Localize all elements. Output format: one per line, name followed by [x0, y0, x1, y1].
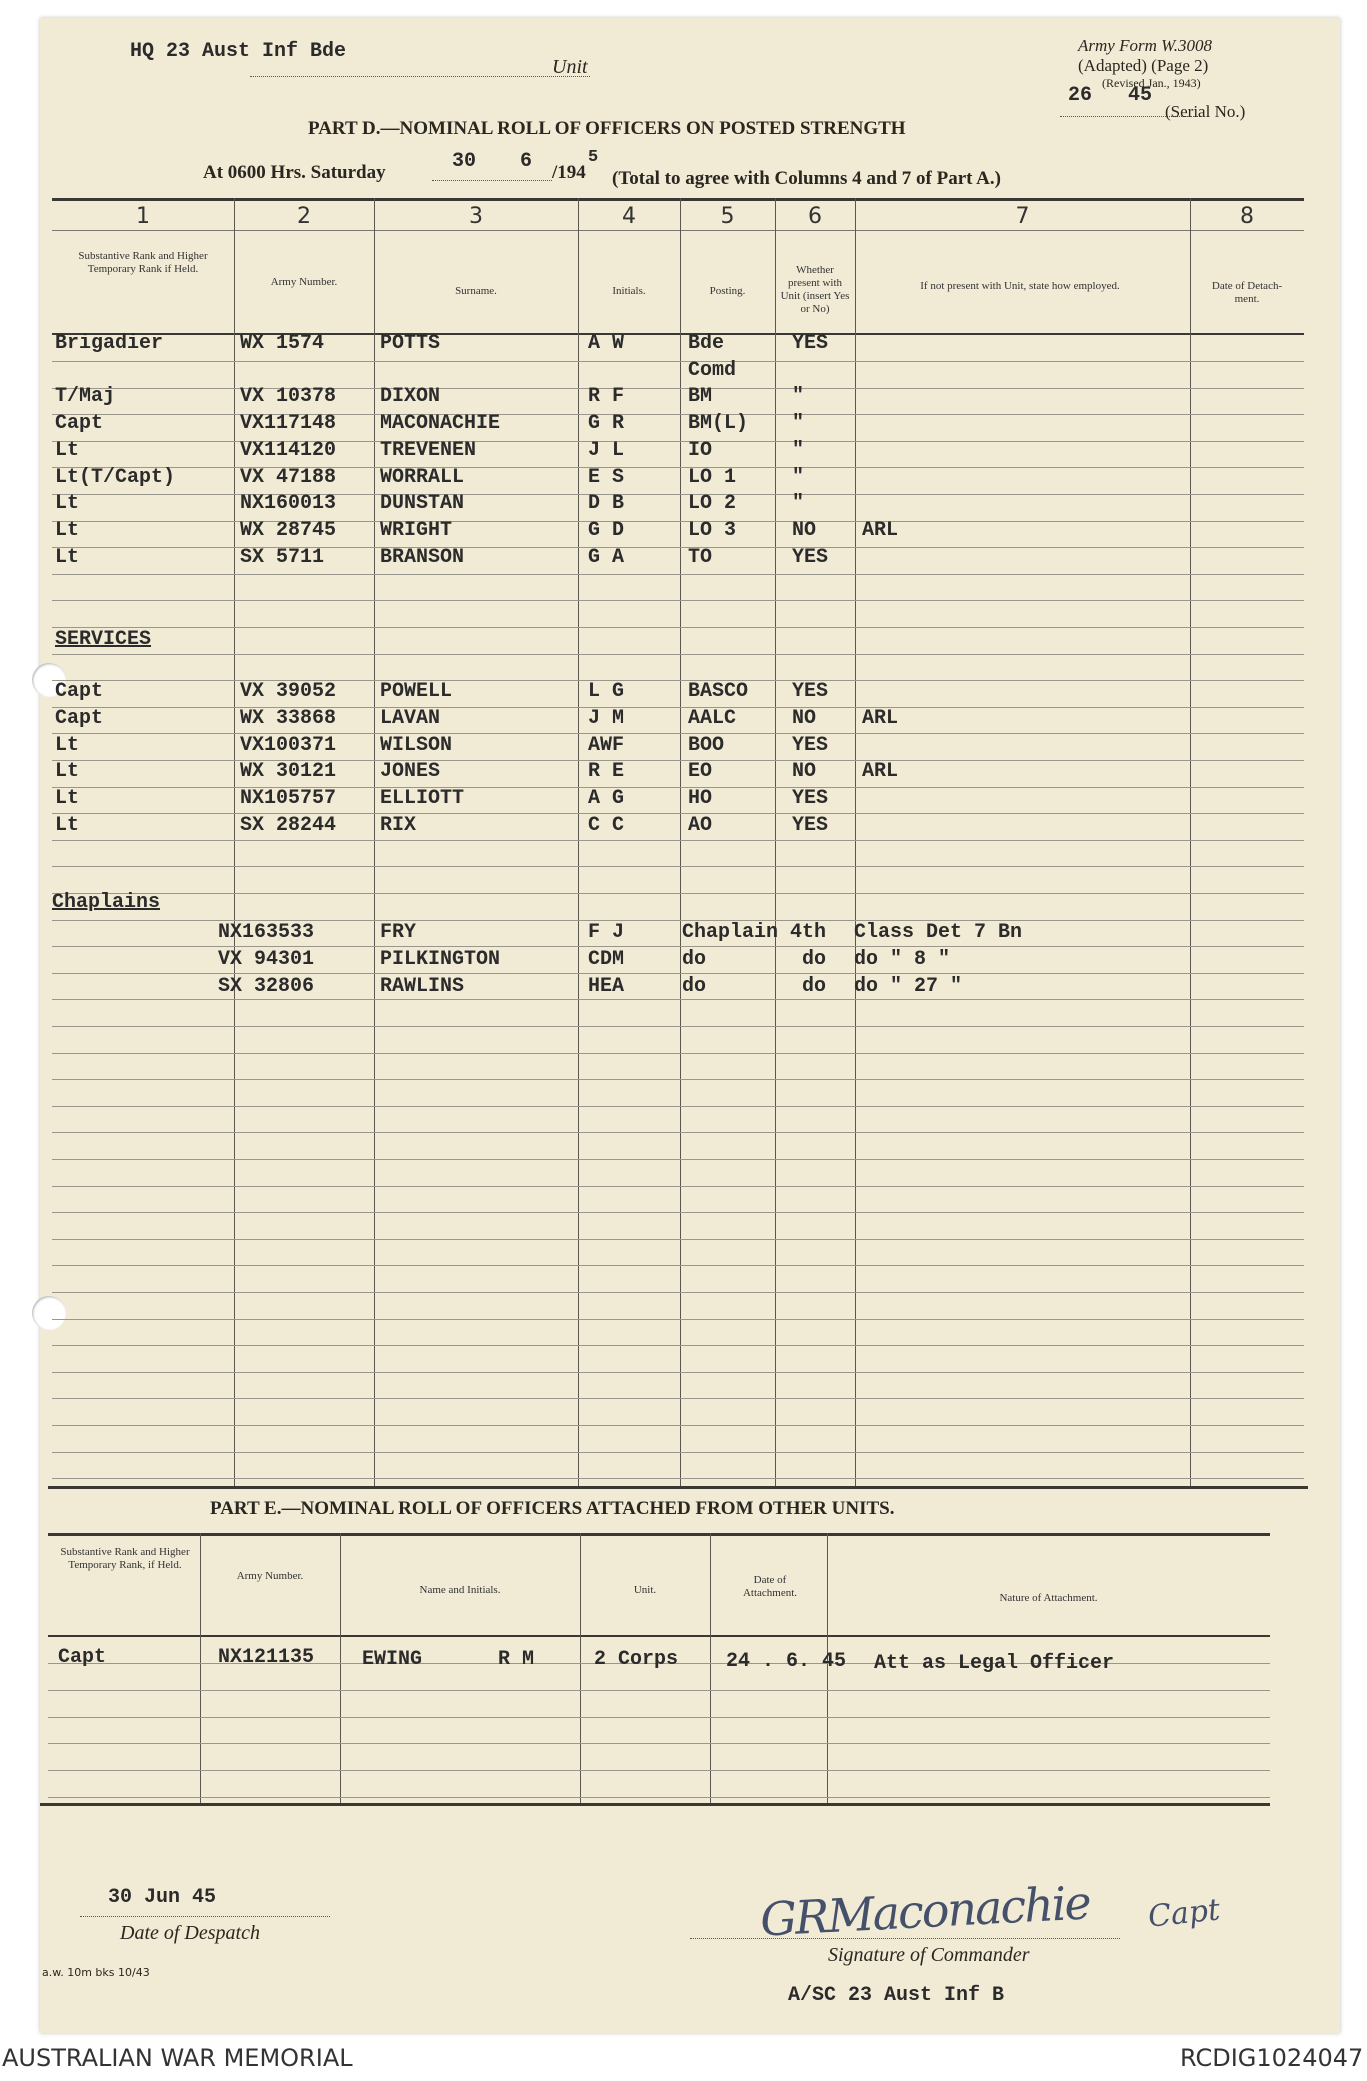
e-header-date: Date of Attachment. [742, 1574, 798, 1599]
colnum-1: 1 [136, 204, 150, 229]
serial-a: 26 [1068, 84, 1093, 107]
table-top-rule [52, 198, 1304, 201]
unit-name: HQ 23 Aust Inf Bde [130, 40, 347, 63]
cell-number: VX 94301 [218, 948, 315, 971]
cell-rank: Lt [55, 492, 80, 516]
month: 6 [520, 150, 533, 173]
cell-rank: Lt [55, 545, 80, 569]
cell-present: YES [792, 814, 829, 837]
cell-posting: HO [688, 787, 713, 811]
col-header-present: Whether present with Unit (insert Yes or No) [780, 264, 850, 315]
cell-posting: EO [688, 760, 713, 784]
col-divider [234, 198, 235, 1488]
cell-posting: BM [688, 385, 713, 409]
cell-present: YES [792, 545, 829, 569]
commander-signature: GRMaconachie [758, 1875, 1091, 1947]
rule-line [48, 1797, 1270, 1798]
cell-surname: TREVENEN [380, 438, 477, 462]
rule-line [52, 999, 1304, 1000]
rule-line [52, 1053, 1304, 1054]
cell-number: NX163533 [218, 921, 315, 944]
cell-present: NO [792, 518, 817, 542]
cell-initials: G A [588, 545, 625, 569]
cell-employed: ARL [862, 760, 899, 784]
cell-surname: WILSON [380, 733, 453, 757]
col-header-detachment: Date of Detach-ment. [1211, 280, 1283, 305]
rule-line [52, 1372, 1304, 1373]
cell-number: VX100371 [240, 733, 337, 757]
col-divider [855, 198, 856, 1488]
cell-number: VX114120 [240, 438, 337, 462]
cell-rank: Capt [55, 680, 104, 703]
despatch-date: 30 Jun 45 [108, 1886, 217, 1909]
form-adapted: (Adapted) (Page 2) [1078, 56, 1209, 75]
cell-posting: do [682, 948, 707, 971]
cell-employed: ARL [862, 518, 899, 542]
col-divider [680, 198, 681, 1488]
cell-rank: Capt [55, 412, 104, 436]
cell-posting: Chaplain 4th [682, 921, 827, 944]
rule-line [52, 1398, 1304, 1399]
rule-line [52, 1079, 1304, 1080]
serial-label: (Serial No.) [1165, 102, 1246, 121]
cell-surname: POTTS [380, 332, 441, 355]
e-header-name: Name and Initials. [419, 1584, 501, 1596]
cell-rank: Lt [55, 787, 80, 811]
cell-posting: BASCO [688, 680, 749, 703]
cell-present: YES [792, 680, 829, 703]
cell-rank: Lt [55, 814, 80, 837]
chaplains-heading: Chaplains [52, 891, 161, 914]
cell-initials: R F [588, 385, 625, 409]
cell-surname: POWELL [380, 680, 453, 703]
rule-line [52, 1212, 1304, 1213]
rule-line [52, 946, 1304, 947]
cell-surname: DUNSTAN [380, 492, 465, 516]
cell-initials: E S [588, 465, 625, 489]
cell-rank: Lt [55, 518, 80, 542]
cell-present: YES [792, 332, 829, 355]
year-prefix: /194 [552, 162, 586, 183]
cell-rank: Lt(T/Capt) [55, 465, 176, 489]
col-divider [580, 1533, 581, 1803]
signature-label: Signature of Commander [828, 1944, 1030, 1966]
rule-line [52, 627, 1304, 628]
commander-designation: A/SC 23 Aust Inf B [788, 1984, 1005, 2007]
cell-initials: CDM [588, 948, 625, 971]
e-header-unit: Unit. [633, 1584, 657, 1596]
e-header-rank: Substantive Rank and Higher Temporary Rank, if Held. [60, 1546, 190, 1571]
cell-rank: Lt [55, 438, 80, 462]
cell-posting: LO 1 [688, 465, 737, 489]
e-date: 24 . 6. 45 [726, 1650, 847, 1673]
col-header-employed: If not present with Unit, state how employed. [920, 280, 1120, 292]
cell-present: " [792, 438, 805, 462]
cell-employed: do " 27 " [854, 975, 963, 998]
cell-present: " [792, 492, 805, 516]
cell-rank: Lt [55, 733, 80, 757]
col-divider [578, 198, 579, 1488]
rule-line [52, 1319, 1304, 1320]
rule-line [52, 840, 1304, 841]
cell-number: WX 1574 [240, 332, 325, 355]
cell-number: VX117148 [240, 412, 337, 436]
cell-posting: IO [688, 438, 713, 462]
despatch-line [80, 1916, 330, 1917]
cell-number: SX 28244 [240, 814, 337, 837]
year-digit: 5 [588, 148, 599, 167]
cell-present: do [802, 948, 827, 971]
unit-line [250, 76, 590, 77]
cell-surname: DIXON [380, 385, 441, 409]
rule-line [48, 1717, 1270, 1718]
cell-number: SX 32806 [218, 975, 315, 998]
cell-initials: R E [588, 760, 625, 784]
rule-line [52, 1425, 1304, 1426]
cell-surname: LAVAN [380, 706, 441, 730]
cell-initials: G R [588, 412, 625, 436]
rule-line [52, 574, 1304, 575]
col-header-number: Army Number. [270, 276, 338, 288]
rule-line [52, 1132, 1304, 1133]
e-header-number: Army Number. [236, 1570, 304, 1582]
e-initials: R M [498, 1648, 535, 1671]
cell-posting: Bde [688, 332, 725, 355]
cell-surname: RAWLINS [380, 975, 465, 998]
part-d-bottom-rule [48, 1486, 1308, 1489]
rule-line [52, 1292, 1304, 1293]
cell-posting: BOO [688, 733, 725, 757]
colnum-6: 6 [808, 204, 822, 229]
part-e-title: PART E.—NOMINAL ROLL OF OFFICERS ATTACHED FROM OTHER UNITS. [210, 1498, 895, 1519]
cell-number: VX 39052 [240, 680, 337, 703]
col-header-rank: Substantive Rank and Higher Temporary Rank if Held. [78, 250, 208, 275]
col-divider [340, 1533, 341, 1803]
rule-line [52, 600, 1304, 601]
part-e-bottom-rule [40, 1803, 1270, 1806]
cell-number: SX 5711 [240, 545, 325, 569]
colnum-4: 4 [622, 204, 636, 229]
rule-line [52, 1026, 1304, 1027]
cell-posting: AALC [688, 706, 737, 730]
cell-initials: AWF [588, 733, 625, 757]
form-title: Army Form W.3008 [1078, 36, 1212, 55]
rule-line [52, 1186, 1304, 1187]
rule-line [52, 1159, 1304, 1160]
cell-employed: ARL [862, 706, 899, 730]
cell-surname: PILKINGTON [380, 948, 501, 971]
e-number: NX121135 [218, 1646, 315, 1669]
e-nature: Att as Legal Officer [874, 1652, 1115, 1675]
rule-line [48, 1770, 1270, 1771]
cell-number: WX 30121 [240, 760, 337, 784]
date-line [432, 180, 552, 181]
rule-line [52, 1345, 1304, 1346]
cell-number: NX105757 [240, 787, 337, 811]
cell-rank: Capt [55, 706, 104, 730]
cell-present: " [792, 412, 805, 436]
cell-surname: JONES [380, 760, 441, 784]
services-heading: SERVICES [55, 628, 152, 651]
cell-initials: HEA [588, 975, 625, 998]
e-unit: 2 Corps [594, 1648, 679, 1671]
rule-line [48, 1690, 1270, 1691]
signature-line [690, 1938, 1120, 1939]
colnum-7: 7 [1015, 204, 1030, 229]
cell-surname: RIX [380, 814, 417, 837]
cell-posting: LO 3 [688, 518, 737, 542]
cell-surname: WORRALL [380, 465, 465, 489]
cell-number: NX160013 [240, 492, 337, 516]
rule-line [52, 1106, 1304, 1107]
rule-line [52, 361, 1304, 362]
rule-line [52, 654, 1304, 655]
cell-initials: A G [588, 787, 625, 811]
cell-present: NO [792, 760, 817, 784]
rule-line [52, 893, 1304, 894]
cell-posting: Comd [688, 358, 737, 382]
rule-line [52, 866, 1304, 867]
cell-initials: J L [588, 438, 625, 462]
colnum-8: 8 [1240, 204, 1254, 229]
cell-present: YES [792, 733, 829, 757]
cell-number: WX 28745 [240, 518, 337, 542]
cell-posting: LO 2 [688, 492, 737, 516]
cell-present: " [792, 385, 805, 409]
part-d-title: PART D.—NOMINAL ROLL OF OFFICERS ON POSTED STRENGTH [308, 118, 906, 139]
rule-line [52, 1265, 1304, 1266]
print-code: a.w. 10m bks 10/43 [42, 1966, 150, 1979]
cell-rank: T/Maj [55, 385, 116, 409]
cell-present: " [792, 465, 805, 489]
col-divider [775, 198, 776, 1488]
cell-surname: FRY [380, 921, 417, 944]
rule-line [52, 1239, 1304, 1240]
form-revised: (Revised Jan., 1943) [1102, 76, 1201, 90]
cell-surname: WRIGHT [380, 518, 453, 542]
cell-initials: J M [588, 706, 625, 730]
cell-number: VX 47188 [240, 465, 337, 489]
unit-label: Unit [552, 56, 588, 78]
form-sheet [40, 18, 1340, 2033]
total-note: (Total to agree with Columns 4 and 7 of Part A.) [612, 168, 1001, 189]
serial-b: 45 [1128, 84, 1153, 107]
watermark-right: RCDIG1024047 [1180, 2044, 1364, 2072]
col-divider [710, 1533, 711, 1803]
day: 30 [452, 150, 477, 173]
cell-posting: do [682, 975, 707, 998]
rule-line [52, 973, 1304, 974]
despatch-label: Date of Despatch [120, 1922, 260, 1944]
cell-initials: D B [588, 492, 625, 516]
cell-number: WX 33868 [240, 706, 337, 730]
cell-present: NO [792, 706, 817, 730]
e-name: EWING [362, 1648, 423, 1671]
part-e-top-rule [48, 1533, 1270, 1536]
cell-posting: TO [688, 545, 713, 569]
time-label: At 0600 Hrs. Saturday [203, 162, 386, 183]
e-header-nature: Nature of Attachment. [999, 1592, 1098, 1604]
col-header-surname: Surname. [455, 285, 497, 297]
cell-posting: BM(L) [688, 412, 749, 436]
cell-present: do [802, 975, 827, 998]
part-e-header-rule [48, 1635, 1270, 1637]
cell-present: YES [792, 787, 829, 811]
col-header-posting: Posting. [709, 285, 746, 297]
col-header-initials: Initials. [612, 285, 646, 297]
cell-posting: AO [688, 814, 713, 837]
col-divider [1190, 198, 1191, 1488]
col-divider [200, 1533, 201, 1803]
cell-initials: A W [588, 332, 625, 355]
cell-surname: MACONACHIE [380, 412, 501, 436]
cell-initials: C C [588, 814, 625, 837]
colnum-3: 3 [469, 204, 483, 229]
punch-hole [32, 1296, 66, 1330]
cell-surname: BRANSON [380, 545, 465, 569]
cell-surname: ELLIOTT [380, 787, 465, 811]
cell-rank: Lt [55, 760, 80, 784]
rule-line [52, 1478, 1304, 1479]
e-rank: Capt [58, 1646, 107, 1669]
cell-number: VX 10378 [240, 385, 337, 409]
cell-rank: Brigadier [55, 332, 164, 355]
cell-employed: do " 8 " [854, 948, 951, 971]
cell-initials: G D [588, 518, 625, 542]
col-divider [374, 198, 375, 1488]
colnum-rule [52, 230, 1304, 231]
signature-rank: Capt [1146, 1892, 1222, 1935]
colnum-2: 2 [297, 204, 311, 229]
cell-initials: F J [588, 921, 625, 944]
watermark-left: AUSTRALIAN WAR MEMORIAL [2, 2044, 353, 2072]
cell-initials: L G [588, 680, 625, 703]
rule-line [52, 1452, 1304, 1453]
rule-line [48, 1743, 1270, 1744]
colnum-5: 5 [720, 204, 735, 229]
cell-employed: Class Det 7 Bn [854, 921, 1023, 944]
